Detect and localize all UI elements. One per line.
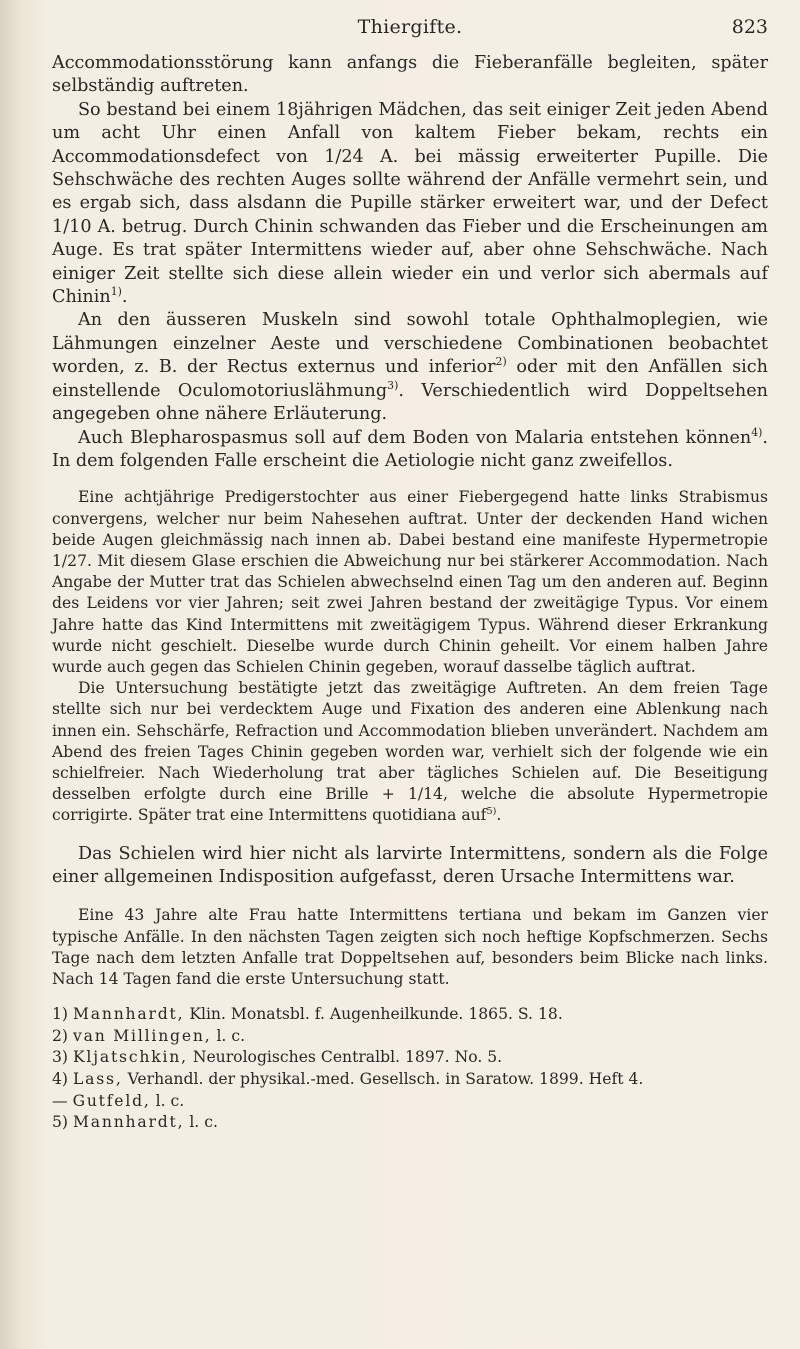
- page-header: [52, 14, 768, 44]
- footnote-number: 1): [52, 1005, 69, 1024]
- footnote-author: van Millingen,: [72, 1026, 212, 1045]
- footnote-author: Lass,: [72, 1069, 123, 1088]
- footnote-number: 2): [52, 1026, 69, 1045]
- footnote-ref: 3): [387, 378, 399, 392]
- case-report-paragraph: Eine 43 Jahre alte Frau hatte Intermittens tertiana und bekam im Ganzen vier typische Anfälle. In den nächsten Tagen zeigten sich noch heftige Kopfschmerzen. Sechs Tage nach dem letzten Anfalle trat Doppeltsehen auf, besonders beim Blicke nach links. Nach 14 Tagen fand die erste Untersuchung statt.: [52, 906, 768, 988]
- footnote: [52, 1112, 768, 1134]
- footnote-text: l. c.: [155, 1091, 185, 1110]
- paragraph: Accommodationsstörung kann anfangs die Fieberanfälle begleiten, später selbständig auftreten.: [52, 53, 768, 97]
- page-body: [52, 52, 768, 1134]
- footnote: [52, 1091, 768, 1113]
- footnotes: [52, 1004, 768, 1134]
- footnote: [52, 1047, 768, 1069]
- footnote-ref: 4): [751, 425, 763, 439]
- footnote-text: Verhandl. der physikal.-med. Gesellsch. in Saratow. 1899. Heft 4.: [127, 1069, 644, 1088]
- footnote-ref: 1): [110, 285, 122, 299]
- footnote-text: l. c.: [189, 1113, 218, 1132]
- footnote-author: Mannhardt,: [72, 1113, 185, 1132]
- footnote: [52, 1069, 768, 1091]
- footnote-number: 4): [52, 1069, 69, 1088]
- running-title: Thiergifte.: [357, 16, 463, 38]
- footnote-author: Kljatschkin,: [72, 1048, 188, 1067]
- footnote-ref: 5): [486, 806, 497, 818]
- case-report-paragraph: Eine achtjährige Predigerstochter aus einer Fiebergegend hatte links Strabismus convergens, welcher nur beim Nahesehen auftrat. Unter der deckenden Hand wichen beide Augen gleichmässig nach innen ab. Dabei bestand eine manifeste Hypermetropie 1/27. Mit diesem Glase erschien die Abweichung nur bei stärkerer Accommodation. Nach Angabe der Mutter trat das Schielen abwechselnd einen Tag um den anderen auf. Beginn des Leidens vor vier Jahren; seit zwei Jahren bestand der zweitägige Typus. Vor einem Jahre hatte das Kind Intermittens mit zweitägigem Typus. Während dieser Erkrankung wurde nicht geschielt. Dieselbe wurde durch Chinin geheilt. Vor einem halben Jahre wurde auch gegen das Schielen Chinin gegeben, worauf dasselbe täglich auftrat.: [52, 488, 768, 676]
- footnote-number: 3): [52, 1048, 69, 1067]
- footnote-author: Mannhardt,: [72, 1005, 185, 1024]
- footnote-text: l. c.: [216, 1026, 246, 1045]
- case-report-paragraph: Die Untersuchung bestätigte jetzt das zweitägige Auftreten. An dem freien Tage stellte sich nur bei verdecktem Auge und Fixation des anderen eine Ablenkung nach innen ein. Sehschärfe, Refraction und Accommodation blieben unverändert. Nachdem am Abend des freien Tages Chinin gegeben worden war, verhielt sich der folgende wie ein schielfreier. Nach Wiederholung trat aber tägliches Schielen auf. Die Beseitigung desselben erfolgte durch eine Brille + 1/14, welche die absolute Hypermetropie corrigirte. Später trat eine Intermittens quotidiana auf$^{5)}$.: [52, 679, 768, 825]
- paragraph: An den äusseren Muskeln sind sowohl totale Ophthalmoplegien, wie Lähmungen einzelner Aeste und verschiedene Combinationen beobachtet worden, z. B. der Rectus externus und inferior$^{2)}$ oder mit den Anfällen sich einstellende Oculomotoriuslähmung$^{3)}$. Verschiedentlich wird Doppeltsehen angegeben ohne nähere Erläuterung.: [52, 310, 768, 425]
- footnote-ref: 2): [495, 355, 507, 369]
- footnote-text: Klin. Monatsbl. f. Augenheilkunde. 1865. S. 18.: [189, 1005, 563, 1024]
- paragraph: So bestand bei einem 18jährigen Mädchen, das seit einiger Zeit jeden Abend um acht Uhr einen Anfall von kaltem Fieber bekam, rechts ein Accommodationsdefect von 1/24 A. bei mässig erweiterter Pupille. Die Sehschwäche des rechten Auges sollte während der Anfälle vermehrt sein, und es ergab sich, dass alsdann die Pupille stärker erweitert war, und der Defect 1/10 A. betrug. Durch Chinin schwanden das Fieber und die Erscheinungen am Auge. Es trat später Intermittens wieder auf, aber ohne Sehschwäche. Nach einiger Zeit stellte sich diese allein wieder ein und verlor sich abermals auf Chinin$^{1)}$.: [52, 99, 768, 308]
- page-number: 823: [731, 16, 768, 38]
- footnote-author: Gutfeld,: [72, 1091, 151, 1110]
- footnote-number: 5): [52, 1113, 69, 1132]
- footnote-text: Neurologisches Centralbl. 1897. No. 5.: [192, 1048, 503, 1067]
- paragraph: Auch Blepharospasmus soll auf dem Boden von Malaria entstehen können$^{4)}$. In dem folgenden Falle erscheint die Aetiologie nicht ganz zweifellos.: [52, 425, 768, 471]
- paragraph: Das Schielen wird hier nicht als larvirte Intermittens, sondern als die Folge einer allgemeinen Indisposition aufgefasst, deren Ursache Intermittens war.: [52, 843, 768, 887]
- footnote: [52, 1026, 768, 1048]
- footnote: [52, 1004, 768, 1026]
- footnote-number: —: [52, 1091, 68, 1110]
